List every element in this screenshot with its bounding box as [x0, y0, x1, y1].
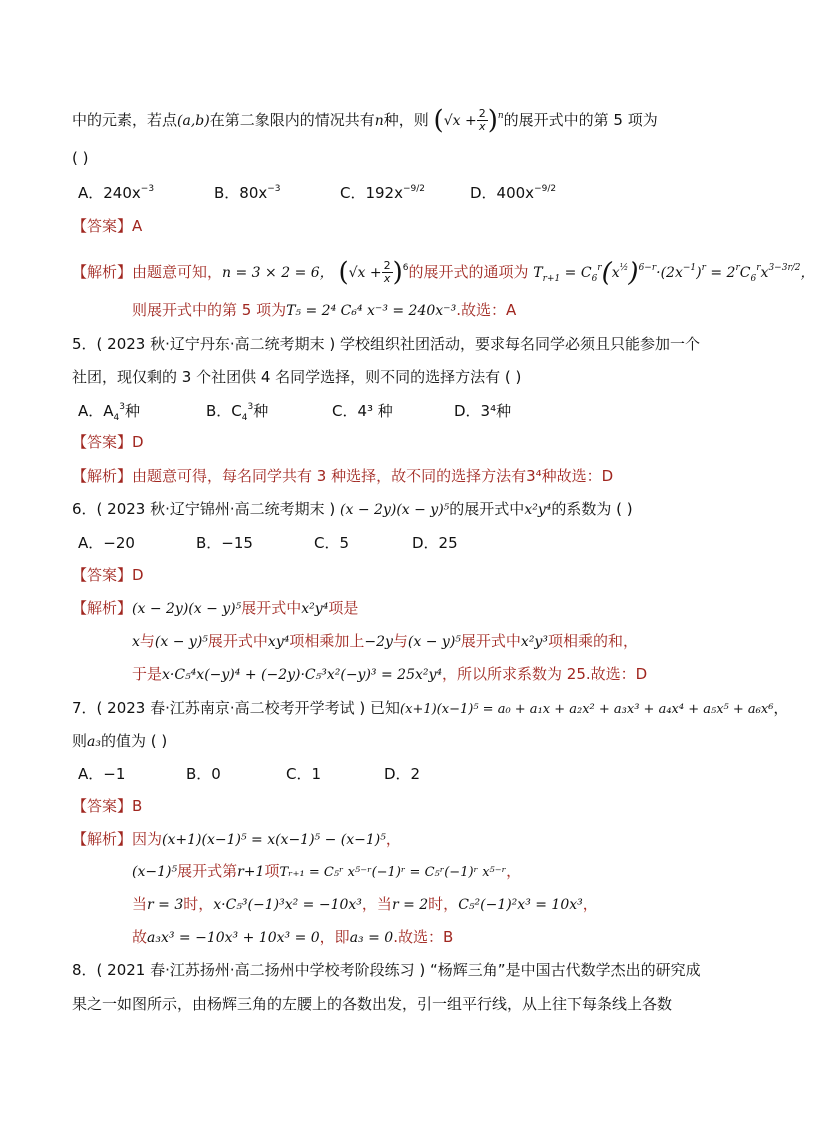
- q7-a3-r1: r = 3: [147, 897, 184, 913]
- q5-option-b-text: B．C: [206, 402, 242, 420]
- q7-analysis-line3: [132, 894, 598, 915]
- q4-option-b-text: B．80x: [214, 184, 268, 202]
- q6-answer: [72, 565, 144, 585]
- q4-answer-value: A: [132, 217, 143, 235]
- q7-stem-line1: [72, 698, 788, 720]
- q4-option-c-exp: −9/2: [402, 184, 426, 194]
- q4-analysis-exp: 6: [402, 263, 409, 273]
- q7-a3-m1: x·C₅³(−1)³x² = −10x³: [213, 897, 362, 913]
- q6-analysis-line1: [72, 598, 358, 619]
- q6-a2-neg: −2y: [364, 634, 393, 650]
- q7-a3-text-c: ，当: [361, 895, 392, 913]
- q5-analysis-text: 由题意可得，每名同学共有 3 种选择，故不同的选择方法有3⁴种故选：D: [132, 467, 614, 485]
- q4-stem-line: [72, 105, 658, 136]
- q7-expression: (x+1)(x−1)⁵ = a₀ + a₁x + a₂x² + a₃x³ + a₄x⁴ + a₅x⁵ + a₆x⁶: [400, 702, 774, 717]
- q7-text: 则: [72, 732, 88, 750]
- q7-answer: [72, 796, 142, 816]
- q6-analysis-text: 展开式中: [241, 599, 302, 617]
- q4-n: n: [374, 113, 384, 129]
- q5-option-c[interactable]: C．4³ 种: [332, 402, 393, 420]
- q7-a2-text: 展开式第: [177, 862, 238, 880]
- q6-a2-text-e: 展开式中: [460, 632, 521, 650]
- q4-sqrt: √x +: [443, 113, 477, 129]
- q6-analysis-expression: (x − 2y)(x − y)⁵: [132, 601, 242, 617]
- q6-a2-term2: x²y³: [520, 634, 548, 650]
- q4-option-d[interactable]: [470, 182, 556, 203]
- q5-stem-line2: 社团，现仅剩的 3 个社团供 4 名同学选择，则不同的选择方法有 ( ): [72, 368, 522, 386]
- q7-a1-end: ，: [385, 830, 401, 848]
- q6-stem: [72, 499, 633, 520]
- q5-answer-label: 【答案】: [72, 433, 133, 451]
- q5-analysis: [72, 466, 613, 486]
- q7-a3-r2: r = 2: [391, 897, 429, 913]
- q4-analysis-line1: [72, 258, 815, 289]
- q7-a1-text: 因为: [132, 830, 163, 848]
- q4-binomial: (: [433, 105, 444, 136]
- q4-option-c-text: C．192x: [340, 184, 403, 202]
- q5-option-d[interactable]: D．3⁴种: [454, 402, 512, 420]
- q4-analysis-text-b: 的展开式的通项为: [408, 263, 529, 281]
- q7-stem-line2: [72, 731, 167, 752]
- q4-analysis-binomial: (: [338, 257, 349, 288]
- q6-analysis-line3: [132, 664, 647, 685]
- q4-option-c[interactable]: [340, 182, 425, 203]
- q7-a2-formula: Tᵣ₊₁ = C₅ʳ x⁵⁻ʳ(−1)ʳ = C₅ʳ(−1)ʳ x⁵⁻ʳ: [279, 865, 507, 880]
- q6-answer-value: D: [132, 566, 144, 584]
- q7-text-b: 的值为 ( ): [100, 732, 168, 750]
- q4-text: 中的元素，若点: [72, 111, 178, 129]
- q6-text-b: 的展开式中: [449, 500, 525, 518]
- q5-answer: [72, 432, 144, 452]
- q7-analysis-line2: [132, 861, 521, 883]
- q6-a2-x: x: [132, 634, 140, 650]
- q4-analysis-n: n = 3 × 2 = 6，: [222, 265, 334, 281]
- q7-option-a[interactable]: A．−1: [78, 765, 126, 783]
- q6-analysis-line2: [132, 631, 638, 652]
- q5-analysis-label: 【解析】: [72, 467, 133, 485]
- q4-option-a-text: A．240x: [78, 184, 141, 202]
- q4-text-b: 在第二象限内的情况共有: [209, 111, 375, 129]
- q7-analysis-line1: [72, 829, 401, 850]
- q7-option-c[interactable]: C．1: [286, 765, 322, 783]
- q6-text-c: 的系数为 ( ): [551, 500, 633, 518]
- q6-a2-text-c: 项相乘加上: [289, 632, 365, 650]
- q5-option-b[interactable]: B．$C_4^3$种: [206, 402, 269, 423]
- q4-general-term-T: T: [533, 265, 543, 281]
- q6-a2-text-d: 与: [392, 632, 408, 650]
- q4-analysis2-text: 则展开式中的第 5 项为: [132, 301, 287, 319]
- q6-option-b[interactable]: B．−15: [196, 534, 253, 552]
- q7-a4-text-b: ，即: [319, 928, 350, 946]
- q7-a4-text-a: 故: [132, 928, 148, 946]
- q4-analysis-sqrt: √x +: [348, 265, 382, 281]
- q4-text-c: 种，则: [383, 111, 429, 129]
- q6-analysis-label: 【解析】: [72, 599, 133, 617]
- q4-analysis-line2: [132, 300, 516, 321]
- q8-stem-line1: 8．( 2021 春·江苏扬州·高二扬州中学校考阶段练习 ) “杨辉三角”是中国古代数学杰出的研究成: [72, 961, 701, 979]
- q6-source: 6．( 2023 秋·辽宁锦州·高二统考期末 ): [72, 500, 336, 518]
- q6-a3-math: x·C₅⁴x(−y)⁴ + (−2y)·C₅³x²(−y)³ = 25x²y⁴: [162, 667, 443, 683]
- q5-option-a-tail: 种: [125, 402, 141, 420]
- q4-option-a[interactable]: [78, 182, 154, 203]
- q5-stem-line1: 5．( 2023 秋·辽宁丹东·高二统考期末 ) 学校组织社团活动，要求每名同学必须且只能参加一个: [72, 335, 701, 353]
- q6-option-c[interactable]: C．5: [314, 534, 350, 552]
- q4-general-term: $T_{r+1} = C_6^r(x^{\frac{1}{2}})^{6-r}\cdot(2x^{-1})^r = 2^rC_6^rx^{3-3r/2}$，: [533, 258, 815, 288]
- q7-answer-label: 【答案】: [72, 797, 133, 815]
- q4-analysis-label: 【解析】: [72, 263, 133, 281]
- q7-a1-math: (x+1)(x−1)⁵ = x(x−1)⁵ − (x−1)⁵: [162, 832, 386, 848]
- q4-option-b-exp: −3: [267, 184, 281, 194]
- q5-option-a-text: A．A: [78, 402, 114, 420]
- q4-paren: ( ): [72, 149, 89, 167]
- q7-source: 7．( 2023 春·江苏南京·高二校考开学考试 ) 已知: [72, 699, 401, 717]
- q7-a2-r: r+1: [237, 864, 265, 880]
- q5-option-b-tail: 种: [253, 402, 269, 420]
- q4-option-d-exp: −9/2: [534, 184, 557, 194]
- q7-a3-text-a: 当: [132, 895, 148, 913]
- q6-a2-text-f: 项相乘的和，: [547, 632, 638, 650]
- q4-text-d: 的展开式中的第 5 项为: [503, 111, 658, 129]
- q4-analysis-text: 由题意可知，: [132, 263, 223, 281]
- q6-a2-term: xy⁴: [267, 634, 290, 650]
- q7-a2-end: ，: [506, 862, 522, 880]
- q7-analysis-line4: [132, 927, 453, 948]
- q4-analysis-frac: $\frac{2}{x}$: [383, 259, 391, 285]
- q7-line1-end: ，: [773, 699, 789, 717]
- q6-a3-text-b: ，所以所求系数为 25.故选：D: [442, 665, 648, 683]
- q6-term: x²y⁴: [524, 502, 552, 518]
- q4-binomial-close: ): [487, 105, 498, 136]
- q4-fraction: $\frac{2}{x}$: [478, 107, 486, 133]
- q7-a4-m2: a₃ = 0: [349, 930, 394, 946]
- q6-expression: (x − 2y)(x − y)⁵: [340, 502, 450, 518]
- q4-option-b[interactable]: [214, 182, 281, 203]
- q7-analysis-label: 【解析】: [72, 830, 133, 848]
- q7-a2-expr: (x−1)⁵: [132, 864, 178, 880]
- q4-option-d-text: D．400x: [470, 184, 535, 202]
- q4-exp-n: n: [497, 111, 504, 121]
- q7-a3: a₃: [87, 734, 101, 750]
- q6-analysis-text-b: 项是: [328, 599, 359, 617]
- q7-option-d[interactable]: D．2: [384, 765, 421, 783]
- q6-a3-text: 于是: [132, 665, 163, 683]
- q7-a4-end: .故选：B: [393, 928, 454, 946]
- q4-analysis-binomial-close: ): [392, 257, 403, 288]
- q7-a4-m1: a₃x³ = −10x³ + 10x³ = 0: [147, 930, 320, 946]
- q6-a2-text: 与: [139, 632, 155, 650]
- q4-answer-label: 【答案】: [72, 217, 133, 235]
- q4-fifth-term: T₅ = 2⁴ C₆⁴ x⁻³ = 240x⁻³: [286, 303, 457, 319]
- q7-a3-end: ，: [582, 895, 598, 913]
- q7-answer-value: B: [132, 797, 143, 815]
- q7-a2-text-b: 项: [264, 862, 280, 880]
- q8-stem-line2: 果之一如图所示，由杨辉三角的左腰上的各数出发，引一组平行线，从上往下每条线上各数: [72, 995, 673, 1013]
- q7-a3-m2: C₅²(−1)²x³ = 10x³: [458, 897, 583, 913]
- q7-a3-text-b: 时，: [183, 895, 214, 913]
- q6-option-d[interactable]: D．25: [412, 534, 458, 552]
- q4-answer: [72, 216, 142, 236]
- q4-analysis2-end: .故选：A: [456, 301, 517, 319]
- q5-answer-value: D: [132, 433, 144, 451]
- q6-a2-expr: (x − y)⁵: [154, 634, 208, 650]
- q7-option-b[interactable]: B．0: [186, 765, 221, 783]
- q6-analysis-term: x²y⁴: [301, 601, 329, 617]
- q7-a3-text-d: 时，: [428, 895, 459, 913]
- q6-a2-expr2: (x − y)⁵: [407, 634, 461, 650]
- q4-option-a-exp: −3: [140, 184, 155, 194]
- q6-answer-label: 【答案】: [72, 566, 133, 584]
- q6-a2-text-b: 展开式中: [207, 632, 268, 650]
- q5-option-a[interactable]: A．$A_4^3$种: [78, 402, 141, 423]
- q6-option-a[interactable]: A．−20: [78, 534, 135, 552]
- q4-point: (a,b): [177, 113, 210, 129]
